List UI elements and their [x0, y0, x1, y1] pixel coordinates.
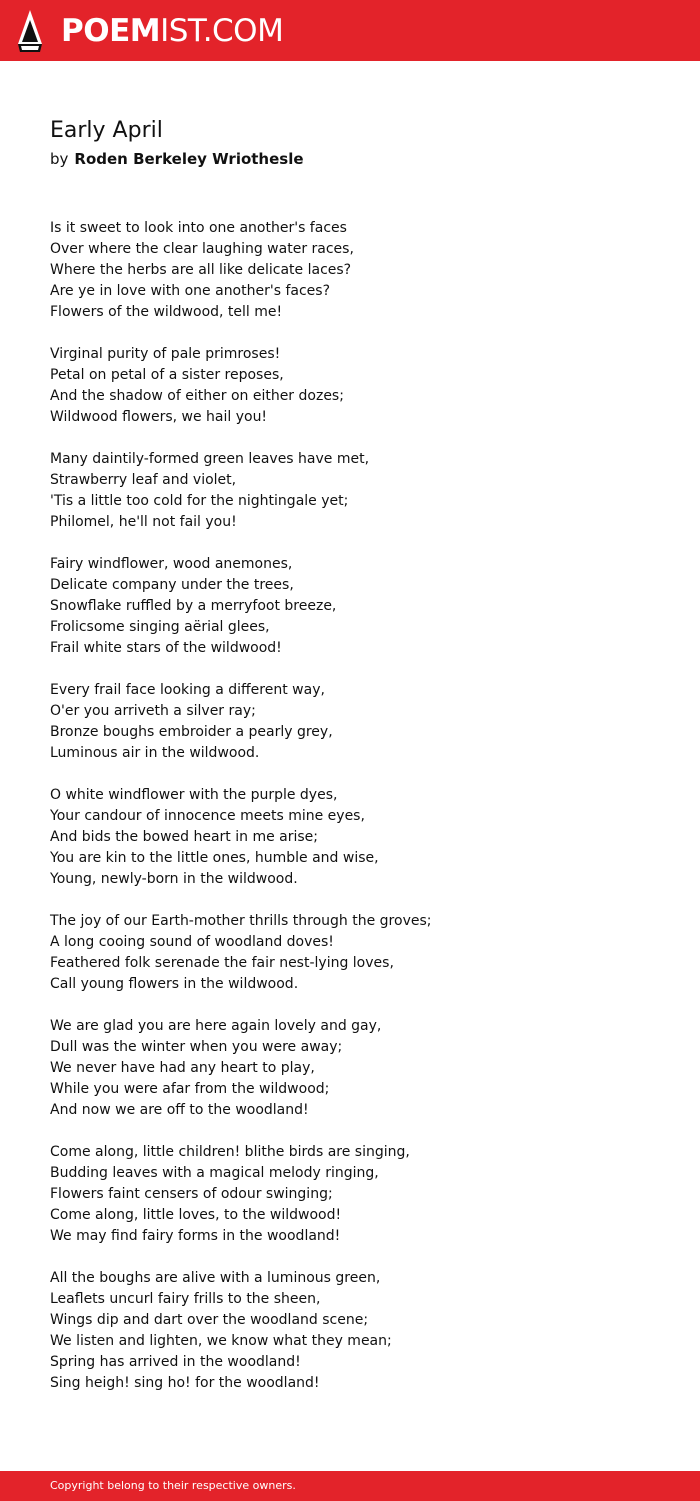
logo-text-light: IST.COM: [160, 13, 284, 49]
poem-line: Sing heigh! sing ho! for the woodland!: [50, 1375, 320, 1391]
poem-line: The joy of our Earth-mother thrills through the groves;: [50, 913, 432, 929]
poem-line: O white windflower with the purple dyes,: [50, 787, 338, 803]
pencil-icon[interactable]: [18, 10, 42, 52]
poem-line: Spring has arrived in the woodland!: [50, 1354, 301, 1370]
poem-line: Are ye in love with one another's faces?: [50, 283, 330, 299]
poem-body: [50, 218, 670, 1415]
poem-line: Where the herbs are all like delicate laces?: [50, 262, 352, 278]
poem-line: Strawberry leaf and violet,: [50, 472, 237, 488]
poem-line: Snowflake ruffled by a merryfoot breeze,: [50, 598, 337, 614]
poem-line: Your candour of innocence meets mine eyes,: [50, 808, 365, 824]
poem-line: Delicate company under the trees,: [50, 577, 294, 593]
poem-line: Leaflets uncurl fairy frills to the sheen,: [50, 1291, 321, 1307]
poem-line: Is it sweet to look into one another's faces: [50, 220, 347, 236]
poem-stanza: [50, 680, 670, 764]
poem-line: Luminous air in the wildwood.: [50, 745, 260, 761]
poem-line: Young, newly-born in the wildwood.: [50, 871, 298, 887]
poem-line: 'Tis a little too cold for the nightingale yet;: [50, 493, 349, 509]
poem-stanza: [50, 911, 670, 995]
poem-line: We never have had any heart to play,: [50, 1060, 315, 1076]
poem-line: And the shadow of either on either dozes;: [50, 388, 344, 404]
copyright-text: Copyright belong to their respective owners.: [50, 1479, 296, 1492]
poem-stanza: [50, 1142, 670, 1247]
poem-line: Flowers faint censers of odour swinging;: [50, 1186, 333, 1202]
poem-line: Many daintily-formed green leaves have met,: [50, 451, 370, 467]
poem-title: Early April: [50, 118, 163, 143]
poem-line: We may find fairy forms in the woodland!: [50, 1228, 341, 1244]
poem-line: Fairy windflower, wood anemones,: [50, 556, 293, 572]
poem-line: While you were afar from the wildwood;: [50, 1081, 330, 1097]
poem-line: Flowers of the wildwood, tell me!: [50, 304, 283, 320]
poem-line: Budding leaves with a magical melody ringing,: [50, 1165, 379, 1181]
poem-line: All the boughs are alive with a luminous green,: [50, 1270, 381, 1286]
poem-line: Petal on petal of a sister reposes,: [50, 367, 284, 383]
poem-line: Frail white stars of the wildwood!: [50, 640, 282, 656]
site-header: [0, 0, 700, 61]
poem-line: And bids the bowed heart in me arise;: [50, 829, 318, 845]
poem-line: Over where the clear laughing water races,: [50, 241, 354, 257]
poem-line: Virginal purity of pale primroses!: [50, 346, 281, 362]
poem-line: You are kin to the little ones, humble and wise,: [50, 850, 379, 866]
poem-line: Dull was the winter when you were away;: [50, 1039, 343, 1055]
poem-stanza: [50, 785, 670, 890]
by-label: by: [50, 150, 69, 168]
poem-line: Feathered folk serenade the fair nest-lying loves,: [50, 955, 394, 971]
poem-stanza: [50, 1268, 670, 1394]
poem-stanza: [50, 344, 670, 428]
poem-line: And now we are off to the woodland!: [50, 1102, 309, 1118]
byline: [50, 148, 304, 170]
poem-line: Call young flowers in the wildwood.: [50, 976, 299, 992]
poem-line: Come along, little children! blithe birds are singing,: [50, 1144, 410, 1160]
poem-stanza: [50, 218, 670, 323]
logo-text-bold: POEM: [61, 13, 161, 49]
poem-line: Every frail face looking a different way,: [50, 682, 325, 698]
site-logo[interactable]: [61, 12, 283, 50]
poem-line: Wings dip and dart over the woodland scene;: [50, 1312, 369, 1328]
poem-line: Come along, little loves, to the wildwood!: [50, 1207, 342, 1223]
poem-line: O'er you arriveth a silver ray;: [50, 703, 256, 719]
poem-line: We are glad you are here again lovely and gay,: [50, 1018, 382, 1034]
site-footer: [0, 1471, 700, 1501]
poem-line: We listen and lighten, we know what they mean;: [50, 1333, 392, 1349]
poem-line: Philomel, he'll not fail you!: [50, 514, 237, 530]
author-name: Roden Berkeley Wriothesle: [74, 150, 304, 168]
poem-stanza: [50, 1016, 670, 1121]
poem-stanza: [50, 449, 670, 533]
poem-stanza: [50, 554, 670, 659]
poem-line: Frolicsome singing aërial glees,: [50, 619, 270, 635]
poem-line: A long cooing sound of woodland doves!: [50, 934, 334, 950]
poem-line: Bronze boughs embroider a pearly grey,: [50, 724, 333, 740]
poem-line: Wildwood flowers, we hail you!: [50, 409, 268, 425]
